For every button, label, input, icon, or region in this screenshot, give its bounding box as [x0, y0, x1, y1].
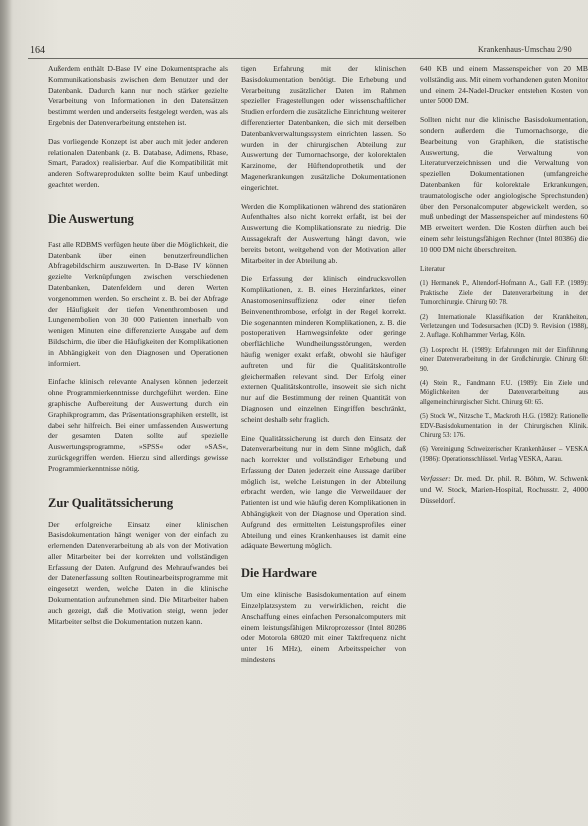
- header-rule: [28, 58, 588, 59]
- paragraph-hardware: Um eine klinische Basisdokumentation auf einem Einzelplatzsystem zu verwirklichen, reicht die Anschaffung eines einfachen Personalcomputers mit einem leistungsfähigen Mikroprozessor (Intel 80286 oder Motorola 68020 mit einer Taktfrequenz nicht unter 16 MHz), einem Arbeitsspeicher von mindestens: [241, 590, 406, 665]
- literature-item: (1) Hermanek P., Altendorf-Hofmann A., Gall F.P. (1989): Praktische Ziele der Datenverarbeitung in der Tumorchirurgie. Chirurg 60: 78.: [420, 280, 588, 307]
- paragraph-komplikationen: Werden die Komplikationen während des stationären Aufenthaltes also nicht korrekt erfaßt, ist bei der Auswertung die Komplikationsrate zu niedrig. Die Aussagekraft der Auswertung hängt davon, wie bereits betont, weitgehend von der Motivation aller Mitarbeiter in der Abteilung ab.: [241, 201, 406, 265]
- heading-auswertung: Die Auswertung: [48, 211, 134, 226]
- paragraph-einsatz: Eine Qualitätssicherung ist durch den Einsatz der Datenverarbeitung nur in dem Sinne möglich, daß nach korrekter und vollständiger Erhebung und Erfassung der Daten jederzeit eine Aussage darüber möglich ist, welche Leistungen in der Abteilung erbracht werden, wie lange die Verweildauer der Patienten ist und wie häufig deren Komplikationen in Abhängigkeit von der Diagnose und Operation sind. Aufgrund des ermittelten Leistungsprofiles einer Abteilung und eines Krankenhauses ist damit eine adäquate Bewertung möglich.: [241, 433, 406, 551]
- authors-block: [420, 474, 588, 506]
- authors-label: Verfasser:: [420, 474, 451, 484]
- column-right: [420, 64, 588, 507]
- paragraph-auswertung: Fast alle RDBMS verfügen heute über die Möglichkeit, die Datenbank über einen benutzerfreundlichen Abfragebildschirm auszuwerten. In D-Base IV können gezielte Verknüpfungen zwischen verschiedenen Datenbanken, Datenfeldern und deren Werten vorgenommen werden. So erscheint z. B. bei der Abfrage der Häufigkeit der tiefen Venenthrombosen und Lungenembolien von 30 000 Patienten innerhalb von wenigen Minuten eine differenzierte Ausgabe auf dem Bildschirm, die über die Häufigkeiten der Komplikationen in Abhängigkeit von den Diagnosen und Operationen informiert.: [48, 239, 228, 368]
- running-title: Krankenhaus-Umschau 2/90: [478, 45, 572, 54]
- literature-item: (2) Internationale Klassifikation der Krankheiten, Verletzungen und Todesursachen (ICD) 9. Revision (1988), 2. Auflage. Kohlhammer Verlag, Köln.: [420, 313, 588, 340]
- literature-item: (6) Vereinigung Schweizerischer Krankenhäuser – VESKA (1986): Operationsschlüssel. Verlag VESKA, Aarau.: [420, 446, 588, 463]
- literature-item: (3) Losprecht H. (1989): Erfahrungen mit der Einführung einer Datenverarbeitung in der Großchirurgie. Chirurg 60: 90.: [420, 346, 588, 373]
- column-middle: [241, 64, 406, 674]
- paragraph-qualitaet: Der erfolgreiche Einsatz einer klinischen Basisdokumentation hängt weniger von der einfach zu erlernenden Datenverarbeitung ab als von der Motivation aller Mitarbeiter bei der korrekten und vollständigen Erfassung der Daten. Aufgrund des Mehraufwandes bei der Datenerfassung sollten Routinearbeitsprogramme mit eingesetzt werden, welche Daten in die klinische Dokumentation aufzunehmen sind. Die Mitarbeiter haben auch gezeigt, daß die Motivation steigt, wenn jeder Mitarbeiter selbst die Dokumentation nutzen kann.: [48, 519, 228, 626]
- paragraph-erfassung: Die Erfassung der klinisch eindrucksvollen Komplikationen, z. B. eines Herzinfarktes, einer Anastomoseninsuffizienz oder einer tiefen Beinvenenthrombose, erfolgt in der Regel korrekt. Die sogenannten minderen Komplikationen, z. B. die postoperativen Harnwegsinfekte oder geringe oberflächliche Wundheilungsstörungen, werden häufig weniger exakt erfaßt, obwohl sie häufiger auftreten und für die Qualitätskontrolle gleichermaßen relevant sind. Der Erfolg einer externen Qualitätskontrolle, insoweit sie sich nicht nur auf die Bestimmung der reinen Quantität von Diagnosen und einzelnen Eingriffen beschränkt, scheint deshalb sehr fraglich.: [241, 274, 406, 424]
- authors-text: Dr. med. Dr. phil. R. Böhm, W. Schwenk und W. Stock, Marien-Hospital, Rochusstr. 2, 4000 Düsseldorf.: [420, 474, 588, 505]
- literature-item: (5) Stock W., Nitzsche T., Mackroth H.G. (1982): Rationelle EDV-Basisdokumentation in der Chirurgischen Klinik. Chirurg 53: 176.: [420, 413, 588, 440]
- page-gutter-shadow: [0, 0, 12, 826]
- literature-item: (4) Stein R., Fandmann F.U. (1989): Ein Ziele und Möglichkeiten der Datenverarbeitung aus allgemeinchirurgischer Sicht. Chirurg 60: 65.: [420, 380, 588, 406]
- paragraph-sollten: Sollten nicht nur die klinische Basisdokumentation, sondern außerdem die Tumornachsorge, die Bearbeitung von Graphiken, die statistische Auswertung, die Verwaltung von Literaturverzeichnissen und die Verwaltung von speziellen Dokumentationen (umfangreiche Datenbanken für kolorektale Erkrankungen, traumatologische oder angiologische Sprechstunden) über den Personalcomputer abgewickelt werden, so muß unbedingt der Massenspeicher auf mindestens 60 MB erweitert werden. Die Kosten dürften auch bei einem sehr leistungsfähigen Rechner (Intel 80386) die 10 000 DM nicht überschreiten.: [420, 115, 588, 254]
- paragraph-analysen: Einfache klinisch relevante Analysen können jederzeit ohne Programmierkenntnisse durchgeführt werden. Eine graphische Aufbereitung der Auswertung durch ein Graphikprogramm, das Präsentationsgraphiken erstellt, ist dabei sehr hilfreich. Bei einer umfassenden Auswertung der gesamten Daten sollte auf spezielle Auswertungsprogramme, »SPSS« oder »SAS«, zurückgegriffen werden. Hierzu sind allerdings gewisse Programmierkenntnisse nötig.: [48, 377, 228, 473]
- column-left: [48, 64, 228, 635]
- paragraph-konzept: Das vorliegende Konzept ist aber auch mit jeder anderen relationalen Datenbank (z. B. Database, Adimens, Rbase, Smart, Paradox) realisierbar. Auf die Kompatibilität mit anderen Softwareprodukten sollte beim Kauf unbedingt geachtet werden.: [48, 136, 228, 189]
- paragraph-erfahrung: tigen Erfahrung mit der klinischen Basisdokumentation benötigt. Die Erhebung und Verarbeitung zusätzlicher Daten im Rahmen spezieller Fragestellungen oder wissenschaftlicher Studien erfordern die zusätzliche Einrichtung weiterer differenzierter Datenbanken, die sich mit derselben Datenbankverwaltungssystem einrichten lassen. So wurden in der chirurgischen Abteilung zur Auswertung der Tumornachsorge, der kolorektalen Karzinome, der Hüftendoprothetik und der Magenerkrankungen zusätzliche Dokumentationen eingerichtet.: [241, 64, 406, 192]
- heading-hardware: Die Hardware: [241, 566, 317, 581]
- literature-heading: Literatur: [420, 264, 446, 273]
- paragraph-speicher: 640 KB und einem Massenspeicher von 20 MB vollständig aus. Mit einem vorhandenen guten Monitor und einem 24-Nadel-Drucker entstehen Kosten von unter 5000 DM.: [420, 64, 588, 106]
- page-number: 164: [30, 45, 45, 56]
- paragraph-intro: Außerdem enthält D-Base IV eine Dokumentsprache als Kommunikationsbasis zwischen dem Benutzer und der Datenbank. Dadurch kann nur noch stärker gezielte Verarbeitung von Informationen in den Datensätzen bestimmt werden und anderseits festgelegt werden, was als Ergebnis der Datenverarbeitung entstehen ist.: [48, 64, 228, 127]
- heading-qualitaetssicherung: Zur Qualitätssicherung: [48, 495, 174, 510]
